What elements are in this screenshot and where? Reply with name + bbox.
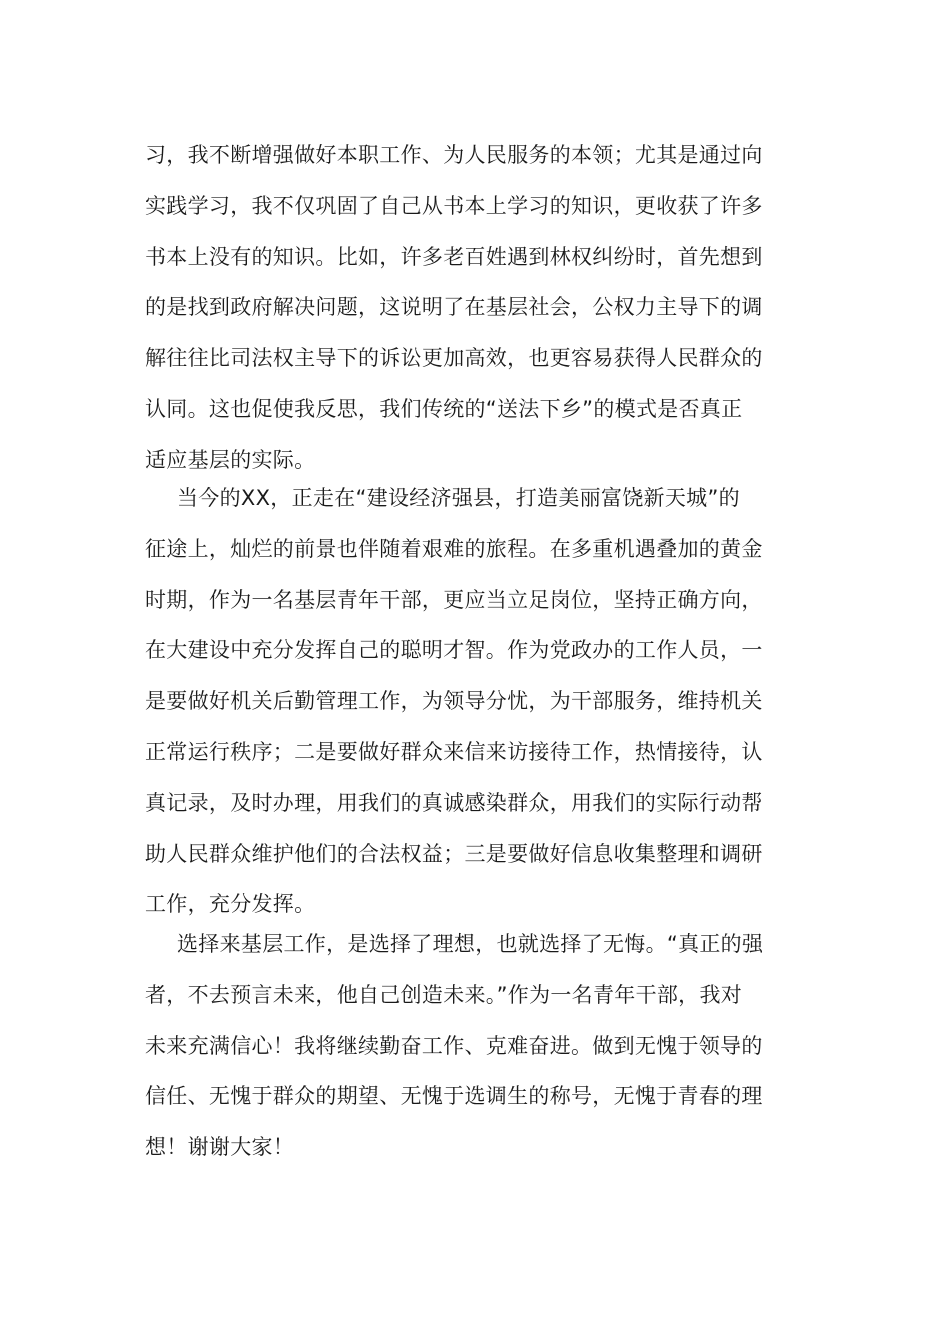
paragraph-1 bbox=[145, 130, 810, 486]
paragraph-line: 习，我不断增强做好本职工作、为人民服务的本领；尤其是通过向 bbox=[145, 143, 763, 167]
paragraph-line: 是要做好机关后勤管理工作，为领导分忧，为干部服务，维持机关 bbox=[145, 689, 763, 714]
paragraph-line: 未来充满信心！我将继续勤奋工作、克难奋进。做到无愧于领导的 bbox=[145, 1033, 763, 1058]
paragraph-line: 的是找到政府解决问题，这说明了在基层社会，公权力主导下的调 bbox=[145, 295, 763, 320]
paragraph-line: 者，不去预言未来，他自己创造未来。”作为一名青年干部，我对 bbox=[145, 982, 743, 1007]
paragraph-line: 时期，作为一名基层青年干部，更应当立足岗位，坚持正确方向， bbox=[145, 587, 763, 612]
paragraph-line: 在大建设中充分发挥自己的聪明才智。作为党政办的工作人员，一 bbox=[145, 638, 763, 663]
paragraph-line: 解往往比司法权主导下的诉讼更加高效，也更容易获得人民群众的 bbox=[145, 346, 763, 371]
paragraph-line: 助人民群众维护他们的合法权益；三是要做好信息收集整理和调研 bbox=[145, 841, 763, 866]
paragraph-line: 实践学习，我不仅巩固了自己从书本上学习的知识，更收获了许多 bbox=[145, 193, 763, 218]
paragraph-line: 工作，充分发挥。 bbox=[145, 892, 316, 917]
paragraph-line: 正常运行秩序；二是要做好群众来信来访接待工作，热情接待，认 bbox=[145, 739, 763, 764]
paragraph-line: 征途上，灿烂的前景也伴随着艰难的旅程。在多重机遇叠加的黄金 bbox=[145, 536, 763, 561]
paragraph-3 bbox=[145, 919, 810, 1173]
paragraph-line: 想！谢谢大家！ bbox=[145, 1135, 295, 1160]
paragraph-2 bbox=[145, 473, 810, 930]
paragraph-line: 书本上没有的知识。比如，许多老百姓遇到林权纠纷时，首先想到 bbox=[145, 244, 763, 269]
paragraph-line: 真记录，及时办理，用我们的真诚感染群众，用我们的实际行动帮 bbox=[145, 790, 763, 815]
paragraph-line: 信任、无愧于群众的期望、无愧于选调生的称号，无愧于青春的理 bbox=[145, 1084, 763, 1109]
paragraph-line: 认同。这也促使我反思，我们传统的“送法下乡”的模式是否真正 bbox=[145, 396, 743, 421]
paragraph-line: 适应基层的实际。 bbox=[145, 447, 316, 472]
paragraph-line: 选择来基层工作，是选择了理想，也就选择了无悔。“真正的强 bbox=[177, 932, 764, 956]
paragraph-line: 当今的XX，正走在“建设经济强县，打造美丽富饶新天城”的 bbox=[177, 486, 740, 510]
